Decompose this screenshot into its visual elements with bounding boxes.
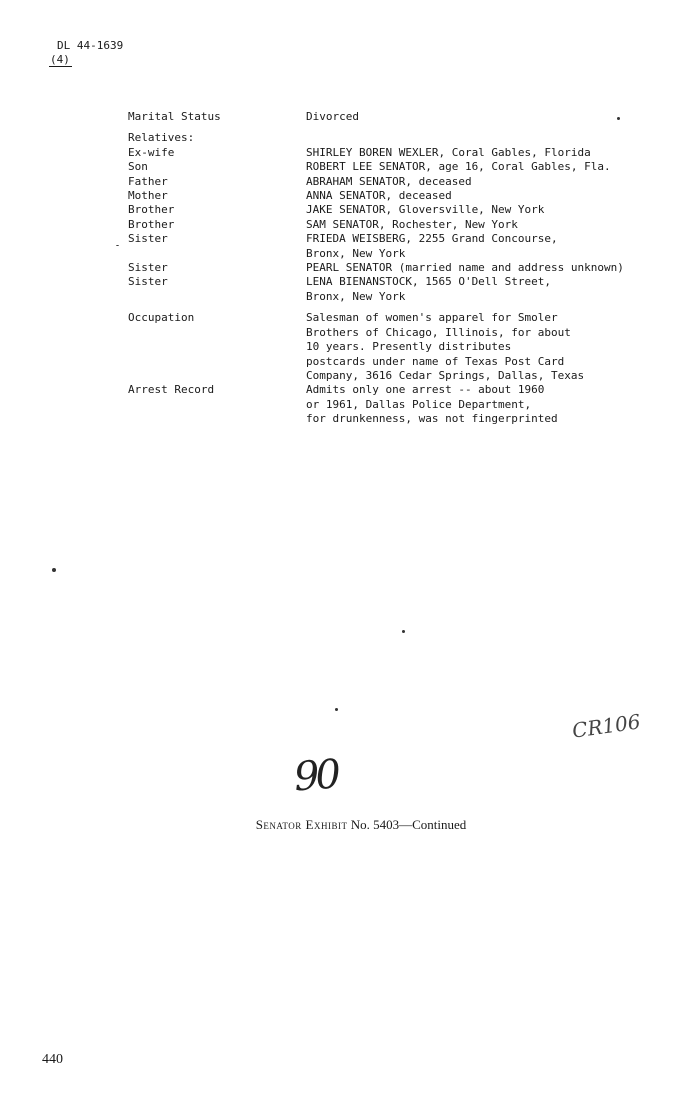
record-label: Marital Status: [128, 110, 221, 123]
scan-speck: [402, 630, 405, 633]
record-label: Sister: [128, 275, 168, 289]
record-value: SHIRLEY BOREN WEXLER, Coral Gables, Florida: [306, 145, 591, 159]
exhibit-caption-prefix: Senator Exhibit: [255, 817, 348, 832]
record-value: FRIEDA WEISBERG, 2255 Grand Concourse, Bronx, New York: [306, 232, 558, 260]
record-row-arrest-record: [128, 383, 668, 426]
scan-speck: [52, 568, 56, 572]
exhibit-caption-rest: No. 5403—Continued: [350, 817, 467, 832]
record-value: Divorced: [306, 110, 359, 123]
record-label: Son: [128, 160, 148, 174]
record-label: Occupation: [128, 311, 195, 325]
record-row-son: [128, 160, 668, 174]
record-label: Sister: [128, 261, 168, 275]
record-value: ROBERT LEE SENATOR, age 16, Coral Gables, Fla.: [306, 160, 611, 174]
record-value: SAM SENATOR, Rochester, New York: [306, 217, 518, 231]
record-label: Sister: [128, 232, 168, 246]
record-row-ex-wife: [128, 146, 668, 160]
record-value: Admits only one arrest -- about 1960 or 1961, Dallas Police Department, for drunkenness, was not fingerprinted: [306, 383, 558, 426]
page-mark: (4): [50, 53, 70, 66]
scan-speck: [116, 245, 119, 246]
record-row-father: [128, 175, 668, 189]
record-value: JAKE SENATOR, Gloversville, New York: [306, 203, 545, 217]
handwritten-code: CR106: [570, 709, 642, 743]
record-label: Brother: [128, 203, 175, 217]
record-value: PEARL SENATOR (married name and address unknown): [306, 261, 624, 275]
record-value: ANNA SENATOR, deceased: [306, 189, 452, 203]
page-number: 440: [42, 1052, 63, 1067]
record-row-mother: [128, 189, 668, 203]
record-value: LENA BIENANSTOCK, 1565 O'Dell Street, Bronx, New York: [306, 275, 552, 303]
scan-speck: [335, 708, 338, 711]
record-label: Relatives:: [128, 131, 195, 145]
record-row-sister-pearl: [128, 261, 668, 275]
record-value: ABRAHAM SENATOR, deceased: [306, 174, 472, 188]
record-label: Father: [128, 174, 168, 188]
record-row-marital-status: [128, 110, 668, 124]
handwritten-page-number: 90: [292, 751, 339, 801]
record-label: Arrest Record: [128, 383, 215, 397]
record-row-sister-frieda: [128, 232, 668, 261]
record-label: Brother: [128, 217, 175, 231]
record-row-brother-sam: [128, 218, 668, 232]
record-row-occupation: [128, 311, 668, 383]
record-row-relatives: [128, 131, 668, 145]
record-row-brother-jake: [128, 203, 668, 217]
record-label: Mother: [128, 189, 168, 203]
personal-record-table: [128, 110, 668, 427]
exhibit-caption: [0, 817, 688, 833]
record-label: Ex-wife: [128, 145, 175, 159]
scan-speck: [617, 117, 620, 120]
record-row-sister-lena: [128, 275, 668, 304]
record-value: Salesman of women's apparel for Smoler Brothers of Chicago, Illinois, for about 10 years. Presently distributes postcards under name of Texas Post Card Company, 3616 Cedar Springs, Dallas, Texas: [306, 311, 585, 382]
file-number: DL 44-1639: [57, 39, 124, 52]
